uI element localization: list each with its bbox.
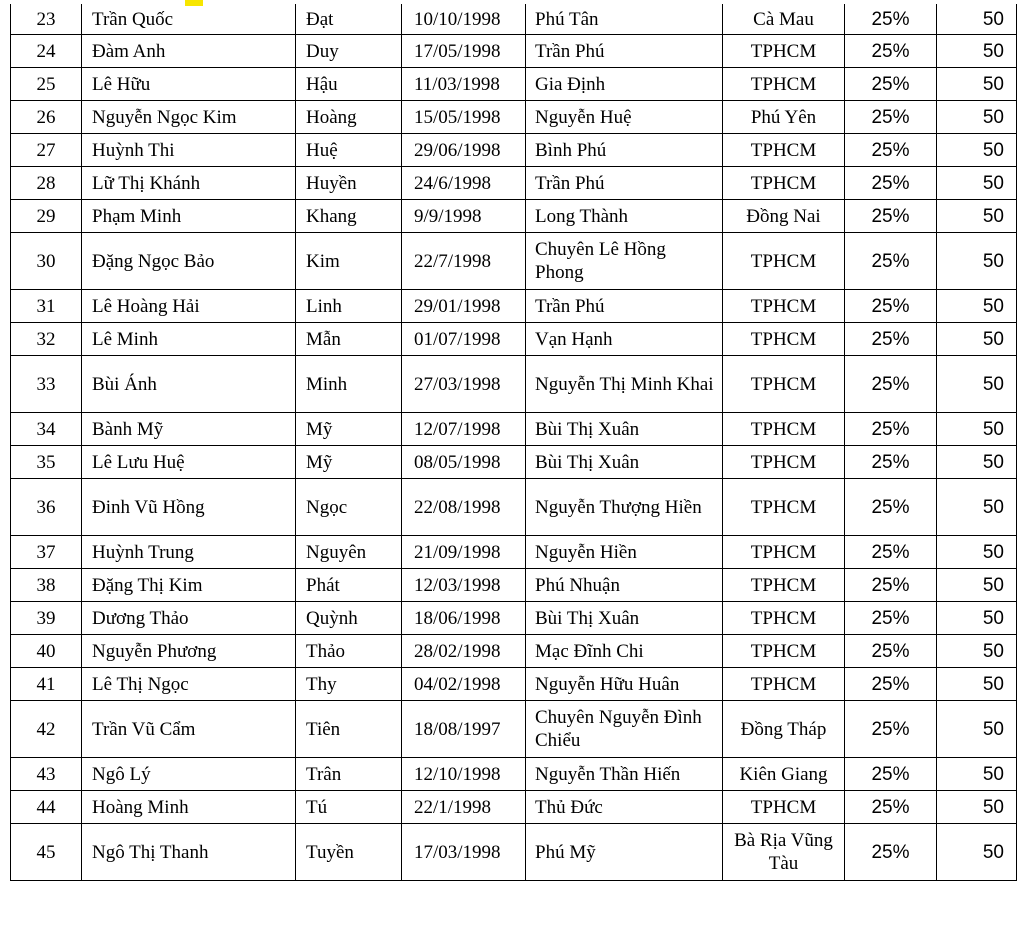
table-row — [11, 701, 1017, 758]
province-cell: TPHCM — [723, 479, 845, 536]
birthdate-cell: 24/6/1998 — [402, 167, 526, 200]
table-body — [11, 4, 1017, 881]
province-cell: Phú Yên — [723, 101, 845, 134]
birthdate-cell: 22/1/1998 — [402, 791, 526, 824]
surname-cell: Bùi Ánh — [82, 356, 296, 413]
given-name-cell: Huệ — [296, 134, 402, 167]
surname-cell: Đàm Anh — [82, 35, 296, 68]
school-cell: Nguyễn Thần Hiến — [526, 758, 723, 791]
school-cell: Trần Phú — [526, 290, 723, 323]
row-number: 29 — [11, 200, 82, 233]
table-row — [11, 233, 1017, 290]
given-name-cell: Trân — [296, 758, 402, 791]
percent-cell: 25% — [845, 536, 937, 569]
row-number: 38 — [11, 569, 82, 602]
province-cell: TPHCM — [723, 446, 845, 479]
birthdate-cell: 29/01/1998 — [402, 290, 526, 323]
school-cell: Nguyễn Thị Minh Khai — [526, 356, 723, 413]
table-row — [11, 134, 1017, 167]
surname-cell: Lê Minh — [82, 323, 296, 356]
surname-cell: Ngô Lý — [82, 758, 296, 791]
province-cell: TPHCM — [723, 791, 845, 824]
surname-cell: Lê Lưu Huệ — [82, 446, 296, 479]
school-cell: Phú Tân — [526, 4, 723, 35]
birthdate-cell: 08/05/1998 — [402, 446, 526, 479]
birthdate-cell: 9/9/1998 — [402, 200, 526, 233]
row-number: 33 — [11, 356, 82, 413]
row-number: 28 — [11, 167, 82, 200]
given-name-cell: Tuyền — [296, 824, 402, 881]
surname-cell: Huỳnh Trung — [82, 536, 296, 569]
table-row — [11, 602, 1017, 635]
province-cell: Bà Rịa Vũng Tàu — [723, 824, 845, 881]
birthdate-cell: 12/03/1998 — [402, 569, 526, 602]
given-name-cell: Minh — [296, 356, 402, 413]
school-cell: Chuyên Nguyễn Đình Chiểu — [526, 701, 723, 758]
row-number: 23 — [11, 4, 82, 35]
surname-cell: Bành Mỹ — [82, 413, 296, 446]
birthdate-cell: 17/05/1998 — [402, 35, 526, 68]
birthdate-cell: 04/02/1998 — [402, 668, 526, 701]
province-cell: TPHCM — [723, 167, 845, 200]
table-row — [11, 200, 1017, 233]
percent-cell: 25% — [845, 824, 937, 881]
row-number: 31 — [11, 290, 82, 323]
given-name-cell: Mẫn — [296, 323, 402, 356]
given-name-cell: Duy — [296, 35, 402, 68]
birthdate-cell: 28/02/1998 — [402, 635, 526, 668]
province-cell: TPHCM — [723, 35, 845, 68]
row-number: 40 — [11, 635, 82, 668]
given-name-cell: Phát — [296, 569, 402, 602]
surname-cell: Nguyễn Ngọc Kim — [82, 101, 296, 134]
percent-cell: 25% — [845, 701, 937, 758]
percent-cell: 25% — [845, 758, 937, 791]
school-cell: Bình Phú — [526, 134, 723, 167]
score-cell: 50 — [937, 134, 1017, 167]
score-cell: 50 — [937, 323, 1017, 356]
score-cell: 50 — [937, 824, 1017, 881]
province-cell: Cà Mau — [723, 4, 845, 35]
percent-cell: 25% — [845, 290, 937, 323]
row-number: 30 — [11, 233, 82, 290]
surname-cell: Trần Vũ Cẩm — [82, 701, 296, 758]
province-cell: TPHCM — [723, 233, 845, 290]
school-cell: Bùi Thị Xuân — [526, 413, 723, 446]
surname-cell: Ngô Thị Thanh — [82, 824, 296, 881]
surname-cell: Lê Hữu — [82, 68, 296, 101]
surname-cell: Lê Thị Ngọc — [82, 668, 296, 701]
table-row — [11, 635, 1017, 668]
table-row — [11, 446, 1017, 479]
given-name-cell: Quỳnh — [296, 602, 402, 635]
row-number: 34 — [11, 413, 82, 446]
row-number: 45 — [11, 824, 82, 881]
school-cell: Nguyễn Thượng Hiền — [526, 479, 723, 536]
row-number: 24 — [11, 35, 82, 68]
score-cell: 50 — [937, 635, 1017, 668]
score-cell: 50 — [937, 290, 1017, 323]
table-row — [11, 479, 1017, 536]
percent-cell: 25% — [845, 101, 937, 134]
school-cell: Thủ Đức — [526, 791, 723, 824]
table-row — [11, 290, 1017, 323]
row-number: 27 — [11, 134, 82, 167]
surname-cell: Huỳnh Thi — [82, 134, 296, 167]
school-cell: Phú Nhuận — [526, 569, 723, 602]
table-row — [11, 413, 1017, 446]
score-cell: 50 — [937, 446, 1017, 479]
province-cell: Đồng Tháp — [723, 701, 845, 758]
province-cell: TPHCM — [723, 635, 845, 668]
row-number: 32 — [11, 323, 82, 356]
given-name-cell: Thảo — [296, 635, 402, 668]
school-cell: Trần Phú — [526, 35, 723, 68]
surname-cell: Đinh Vũ Hồng — [82, 479, 296, 536]
table-row — [11, 536, 1017, 569]
surname-cell: Đặng Ngọc Bảo — [82, 233, 296, 290]
school-cell: Nguyễn Hữu Huân — [526, 668, 723, 701]
given-name-cell: Hoàng — [296, 101, 402, 134]
score-cell: 50 — [937, 200, 1017, 233]
percent-cell: 25% — [845, 446, 937, 479]
surname-cell: Hoàng Minh — [82, 791, 296, 824]
school-cell: Vạn Hạnh — [526, 323, 723, 356]
table-row — [11, 4, 1017, 35]
given-name-cell: Mỹ — [296, 413, 402, 446]
percent-cell: 25% — [845, 413, 937, 446]
school-cell: Chuyên Lê Hồng Phong — [526, 233, 723, 290]
given-name-cell: Nguyên — [296, 536, 402, 569]
school-cell: Nguyễn Hiền — [526, 536, 723, 569]
table-row — [11, 356, 1017, 413]
birthdate-cell: 22/08/1998 — [402, 479, 526, 536]
province-cell: TPHCM — [723, 68, 845, 101]
percent-cell: 25% — [845, 4, 937, 35]
table-row — [11, 323, 1017, 356]
school-cell: Gia Định — [526, 68, 723, 101]
province-cell: TPHCM — [723, 323, 845, 356]
row-number: 44 — [11, 791, 82, 824]
surname-cell: Dương Thảo — [82, 602, 296, 635]
birthdate-cell: 11/03/1998 — [402, 68, 526, 101]
percent-cell: 25% — [845, 134, 937, 167]
province-cell: TPHCM — [723, 602, 845, 635]
table-row — [11, 68, 1017, 101]
score-cell: 50 — [937, 668, 1017, 701]
given-name-cell: Ngọc — [296, 479, 402, 536]
table-row — [11, 668, 1017, 701]
table-row — [11, 569, 1017, 602]
percent-cell: 25% — [845, 68, 937, 101]
school-cell: Bùi Thị Xuân — [526, 446, 723, 479]
percent-cell: 25% — [845, 479, 937, 536]
birthdate-cell: 21/09/1998 — [402, 536, 526, 569]
birthdate-cell: 22/7/1998 — [402, 233, 526, 290]
table-row — [11, 35, 1017, 68]
row-number: 39 — [11, 602, 82, 635]
row-number: 43 — [11, 758, 82, 791]
score-cell: 50 — [937, 602, 1017, 635]
given-name-cell: Linh — [296, 290, 402, 323]
score-cell: 50 — [937, 167, 1017, 200]
school-cell: Bùi Thị Xuân — [526, 602, 723, 635]
school-cell: Long Thành — [526, 200, 723, 233]
given-name-cell: Tú — [296, 791, 402, 824]
school-cell: Nguyễn Huệ — [526, 101, 723, 134]
given-name-cell: Kim — [296, 233, 402, 290]
birthdate-cell: 17/03/1998 — [402, 824, 526, 881]
surname-cell: Lữ Thị Khánh — [82, 167, 296, 200]
surname-cell: Trần Quốc — [82, 4, 296, 35]
birthdate-cell: 18/08/1997 — [402, 701, 526, 758]
percent-cell: 25% — [845, 200, 937, 233]
row-number: 25 — [11, 68, 82, 101]
school-cell: Trần Phú — [526, 167, 723, 200]
student-table — [10, 4, 1017, 881]
table-row — [11, 791, 1017, 824]
given-name-cell: Khang — [296, 200, 402, 233]
province-cell: TPHCM — [723, 569, 845, 602]
birthdate-cell: 29/06/1998 — [402, 134, 526, 167]
percent-cell: 25% — [845, 635, 937, 668]
percent-cell: 25% — [845, 356, 937, 413]
row-number: 35 — [11, 446, 82, 479]
percent-cell: 25% — [845, 668, 937, 701]
percent-cell: 25% — [845, 791, 937, 824]
row-number: 42 — [11, 701, 82, 758]
score-cell: 50 — [937, 233, 1017, 290]
score-cell: 50 — [937, 101, 1017, 134]
table-row — [11, 824, 1017, 881]
province-cell: Đồng Nai — [723, 200, 845, 233]
birthdate-cell: 12/07/1998 — [402, 413, 526, 446]
score-cell: 50 — [937, 536, 1017, 569]
score-cell: 50 — [937, 413, 1017, 446]
percent-cell: 25% — [845, 167, 937, 200]
surname-cell: Nguyễn Phương — [82, 635, 296, 668]
province-cell: TPHCM — [723, 290, 845, 323]
row-number: 37 — [11, 536, 82, 569]
table-row — [11, 101, 1017, 134]
province-cell: Kiên Giang — [723, 758, 845, 791]
table-row — [11, 758, 1017, 791]
surname-cell: Phạm Minh — [82, 200, 296, 233]
score-cell: 50 — [937, 569, 1017, 602]
percent-cell: 25% — [845, 233, 937, 290]
percent-cell: 25% — [845, 569, 937, 602]
surname-cell: Đặng Thị Kim — [82, 569, 296, 602]
given-name-cell: Hậu — [296, 68, 402, 101]
score-cell: 50 — [937, 356, 1017, 413]
row-number: 41 — [11, 668, 82, 701]
table-row — [11, 167, 1017, 200]
birthdate-cell: 18/06/1998 — [402, 602, 526, 635]
percent-cell: 25% — [845, 602, 937, 635]
province-cell: TPHCM — [723, 536, 845, 569]
given-name-cell: Huyền — [296, 167, 402, 200]
score-cell: 50 — [937, 701, 1017, 758]
birthdate-cell: 27/03/1998 — [402, 356, 526, 413]
given-name-cell: Mỹ — [296, 446, 402, 479]
score-cell: 50 — [937, 35, 1017, 68]
percent-cell: 25% — [845, 35, 937, 68]
given-name-cell: Đạt — [296, 4, 402, 35]
school-cell: Phú Mỹ — [526, 824, 723, 881]
birthdate-cell: 12/10/1998 — [402, 758, 526, 791]
row-number: 26 — [11, 101, 82, 134]
surname-cell: Lê Hoàng Hải — [82, 290, 296, 323]
province-cell: TPHCM — [723, 134, 845, 167]
province-cell: TPHCM — [723, 356, 845, 413]
birthdate-cell: 01/07/1998 — [402, 323, 526, 356]
given-name-cell: Thy — [296, 668, 402, 701]
score-cell: 50 — [937, 758, 1017, 791]
birthdate-cell: 10/10/1998 — [402, 4, 526, 35]
row-number: 36 — [11, 479, 82, 536]
score-cell: 50 — [937, 68, 1017, 101]
score-cell: 50 — [937, 791, 1017, 824]
province-cell: TPHCM — [723, 413, 845, 446]
province-cell: TPHCM — [723, 668, 845, 701]
percent-cell: 25% — [845, 323, 937, 356]
score-cell: 50 — [937, 4, 1017, 35]
given-name-cell: Tiên — [296, 701, 402, 758]
school-cell: Mạc Đĩnh Chi — [526, 635, 723, 668]
score-cell: 50 — [937, 479, 1017, 536]
birthdate-cell: 15/05/1998 — [402, 101, 526, 134]
